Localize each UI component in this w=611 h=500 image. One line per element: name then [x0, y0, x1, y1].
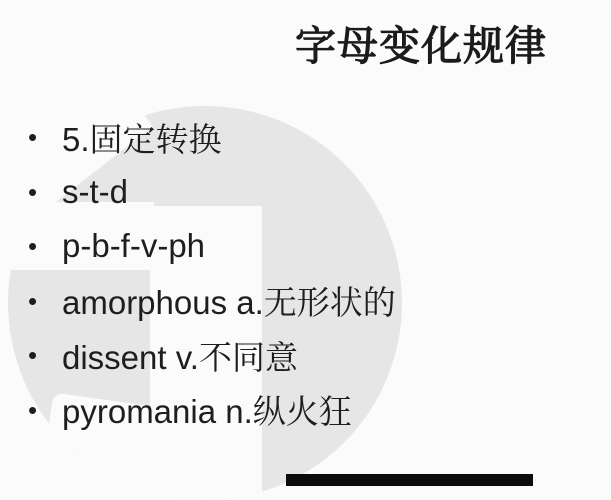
bullet-item-6 [28, 383, 603, 438]
bullet-dot-icon: • [28, 176, 38, 207]
bullet-item-3 [28, 219, 603, 274]
bullet-text: amorphous a.无形状的 [62, 284, 396, 322]
bullet-text: p-b-f-v-ph [62, 227, 206, 265]
bullet-dot-icon: • [28, 231, 38, 262]
bullet-item-4 [28, 274, 603, 329]
bottom-black-bar [286, 474, 533, 486]
bullet-list [28, 110, 603, 437]
bullet-item-5 [28, 328, 603, 383]
bullet-item-2 [28, 165, 603, 220]
bullet-dot-icon: • [28, 394, 38, 425]
bullet-dot-icon: • [28, 122, 38, 153]
bullet-text: s-t-d [62, 172, 128, 210]
bullet-text: 5.固定转换 [62, 120, 222, 158]
bullet-text: pyromania n.纵火狂 [62, 393, 352, 431]
bullet-item-1 [28, 110, 603, 165]
slide-title: 字母变化规律 [295, 23, 547, 69]
bullet-text: dissent v.不同意 [62, 338, 298, 376]
bullet-dot-icon: • [28, 340, 38, 371]
bullet-dot-icon: • [28, 285, 38, 316]
